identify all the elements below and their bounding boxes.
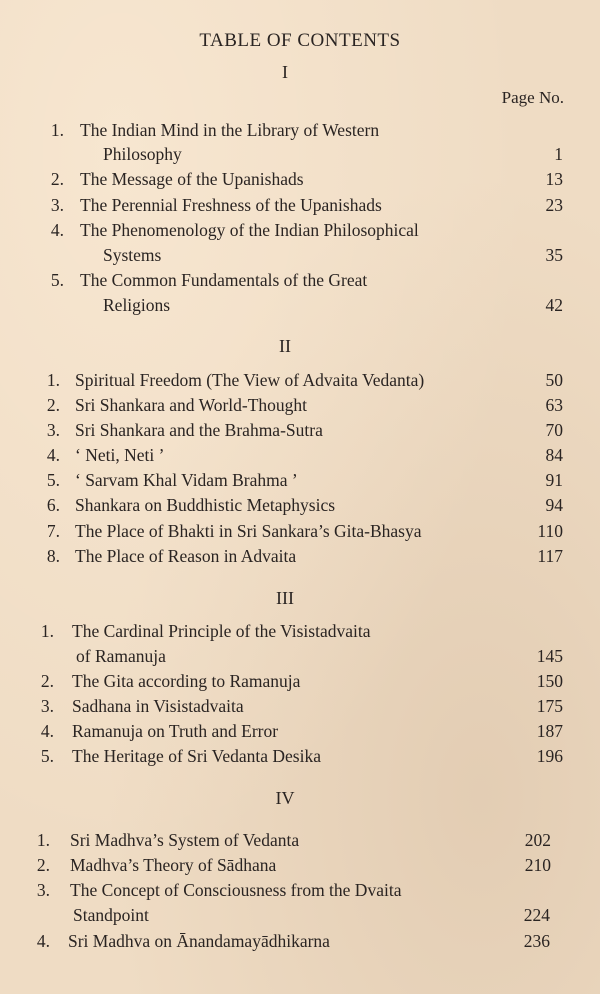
entry-title: The Gita according to Ramanuja <box>72 671 301 691</box>
entry-page: 117 <box>537 546 563 566</box>
entry-title: Religions <box>103 295 171 315</box>
toc-entry <box>0 743 600 769</box>
entry-title: Ramanuja on Truth and Error <box>72 721 279 741</box>
entry-number: 5. <box>50 270 64 290</box>
toc-entry <box>0 492 600 518</box>
entry-title: Shankara on Buddhistic Metaphysics <box>75 495 336 515</box>
entry-page: 23 <box>545 195 563 215</box>
toc-entry-continuation <box>0 242 600 268</box>
entry-title: The Phenomenology of the Indian Philosophical <box>80 220 419 240</box>
entry-page: 187 <box>536 721 563 741</box>
entry-title: The Place of Bhakti in Sri Sankara’s Gita-Bhasya <box>75 521 422 541</box>
entry-title: of Ramanuja <box>76 646 166 666</box>
entry-number: 5. <box>40 746 54 766</box>
entry-number: 6. <box>46 495 60 515</box>
entry-number: 1. <box>50 120 64 140</box>
toc-entry <box>0 442 600 468</box>
toc-entry-continuation <box>0 292 600 318</box>
toc-entry <box>0 392 600 418</box>
toc-entry <box>0 192 600 218</box>
entry-title: Sri Shankara and the Brahma-Sutra <box>75 420 323 440</box>
entry-page: 13 <box>545 169 563 189</box>
toc-entry <box>0 166 600 192</box>
entry-title: Standpoint <box>73 905 149 925</box>
toc-entry <box>0 618 600 644</box>
entry-page: 1 <box>554 144 563 164</box>
entry-page: 210 <box>524 855 551 875</box>
entry-number: 4. <box>40 721 54 741</box>
toc-entry <box>0 693 600 719</box>
toc-entry <box>0 668 600 694</box>
entry-number: 4. <box>36 931 50 951</box>
toc-entry <box>0 117 600 143</box>
page-no-label: Page No. <box>501 88 564 107</box>
entry-page: 175 <box>536 696 563 716</box>
toc-entry-continuation <box>0 141 600 167</box>
entry-page: 202 <box>524 830 551 850</box>
entry-number: 1. <box>46 370 60 390</box>
entry-number: 3. <box>46 420 60 440</box>
section-heading-4: IV <box>275 788 295 808</box>
entry-page: 42 <box>545 295 563 315</box>
entry-number: 2. <box>50 169 64 189</box>
entry-number: 8. <box>46 546 60 566</box>
entry-number: 2. <box>36 855 50 875</box>
entry-number: 4. <box>46 445 60 465</box>
toc-entry-continuation <box>0 643 600 669</box>
entry-page: 236 <box>523 931 550 951</box>
entry-title: The Message of the Upanishads <box>80 169 304 189</box>
toc-entry-continuation <box>0 902 600 928</box>
entry-title: The Indian Mind in the Library of Western <box>80 120 380 140</box>
entry-title: Madhva’s Theory of Sādhana <box>70 855 277 875</box>
toc-entry <box>0 367 600 393</box>
entry-page: 70 <box>545 420 563 440</box>
entry-page: 150 <box>536 671 563 691</box>
toc-entry <box>0 267 600 293</box>
entry-page: 196 <box>536 746 563 766</box>
entry-title: The Heritage of Sri Vedanta Desika <box>72 746 321 766</box>
entry-title: The Place of Reason in Advaita <box>75 546 297 566</box>
entry-title: ‘ Neti, Neti ’ <box>75 445 165 465</box>
entry-number: 5. <box>46 470 60 490</box>
toc-entry <box>0 827 600 853</box>
toc-entry <box>0 877 600 903</box>
entry-page: 35 <box>545 245 563 265</box>
entry-title: Systems <box>103 245 162 265</box>
toc-entry <box>0 417 600 443</box>
section-heading-2: II <box>279 336 291 356</box>
entry-title: Sadhana in Visistadvaita <box>72 696 244 716</box>
entry-page: 50 <box>545 370 563 390</box>
entry-title: Philosophy <box>103 144 182 164</box>
entry-page: 224 <box>523 905 550 925</box>
entry-number: 2. <box>40 671 54 691</box>
entry-number: 7. <box>46 521 60 541</box>
entry-page: 110 <box>537 521 563 541</box>
entry-number: 2. <box>46 395 60 415</box>
entry-number: 1. <box>40 621 54 641</box>
entry-title: Sri Madhva’s System of Vedanta <box>70 830 300 850</box>
entry-number: 1. <box>36 830 50 850</box>
entry-page: 63 <box>545 395 563 415</box>
entry-title: The Common Fundamentals of the Great <box>80 270 368 290</box>
section-heading-1: I <box>282 62 288 82</box>
entry-page: 84 <box>545 445 563 465</box>
page-title: TABLE OF CONTENTS <box>199 30 401 51</box>
toc-entry <box>0 467 600 493</box>
entry-number: 3. <box>36 880 50 900</box>
entry-page: 145 <box>536 646 563 666</box>
entry-title: The Concept of Consciousness from the Dvaita <box>70 880 402 900</box>
toc-entry <box>0 543 600 569</box>
toc-entry <box>0 518 600 544</box>
entry-title: Sri Shankara and World-Thought <box>75 395 308 415</box>
entry-title: Sri Madhva on Ānandamayādhikarna <box>68 931 330 951</box>
toc-entry <box>0 718 600 744</box>
entry-title: Spiritual Freedom (The View of Advaita Vedanta) <box>75 370 425 390</box>
entry-number: 4. <box>50 220 64 240</box>
entry-page: 94 <box>545 495 563 515</box>
toc-entry <box>0 217 600 243</box>
entry-number: 3. <box>40 696 54 716</box>
section-heading-3: III <box>276 588 294 608</box>
toc-entry <box>0 852 600 878</box>
entry-title: The Perennial Freshness of the Upanishads <box>80 195 382 215</box>
entry-title: The Cardinal Principle of the Visistadvaita <box>72 621 371 641</box>
toc-entry <box>0 928 600 954</box>
entry-title: ‘ Sarvam Khal Vidam Brahma ’ <box>75 470 298 490</box>
entry-number: 3. <box>50 195 64 215</box>
entry-page: 91 <box>545 470 563 490</box>
